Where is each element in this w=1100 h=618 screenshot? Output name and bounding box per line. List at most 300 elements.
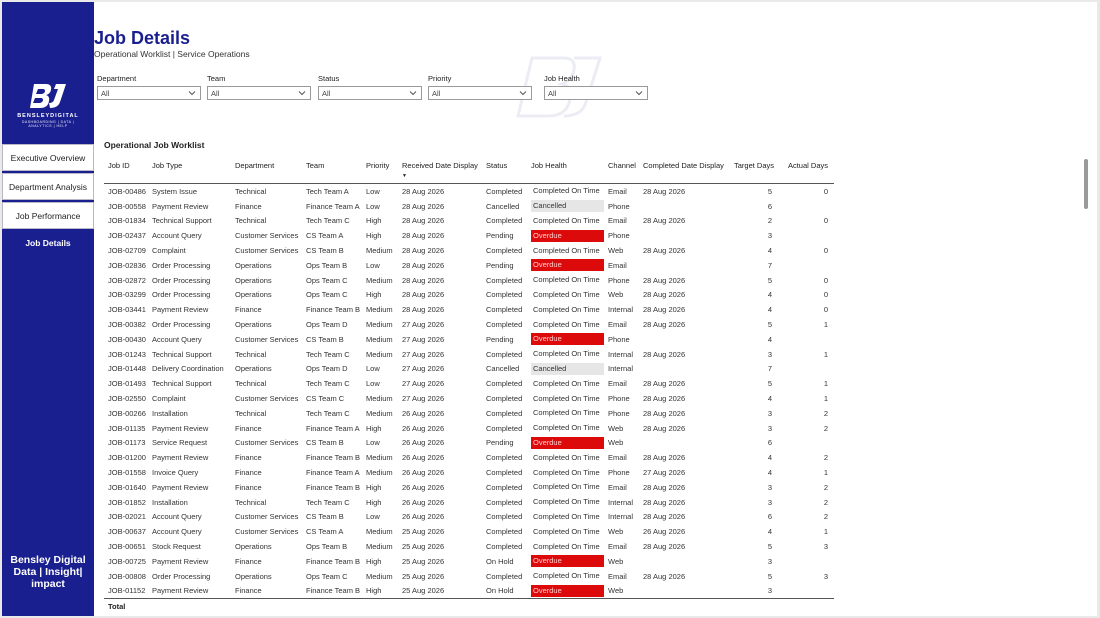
cell-job-type: Payment Review bbox=[152, 201, 209, 211]
sort-desc-icon: ▼ bbox=[402, 173, 407, 179]
col-header-priority[interactable]: Priority bbox=[362, 159, 398, 184]
cell-actual-days: 2 bbox=[823, 408, 828, 418]
cell-completed-date: 27 Aug 2026 bbox=[643, 468, 686, 478]
cell-actual-days bbox=[778, 258, 834, 273]
cell-job-id: JOB-00808 bbox=[108, 571, 146, 581]
cell-channel: Email bbox=[608, 542, 627, 552]
col-header-job-type[interactable]: Job Type bbox=[148, 159, 231, 184]
table-row[interactable] bbox=[104, 347, 834, 362]
cell-completed-date: 28 Aug 2026 bbox=[643, 571, 686, 581]
cell-channel: Email bbox=[608, 216, 627, 226]
job-health-badge: Completed On Time bbox=[533, 408, 600, 418]
chevron-down-icon bbox=[634, 88, 644, 98]
cell-job-id: JOB-01200 bbox=[108, 453, 146, 463]
cell-channel: Internal bbox=[608, 305, 634, 315]
cell-job-health bbox=[527, 450, 604, 465]
cell-priority: High bbox=[366, 216, 382, 226]
job-health-badge: Completed On Time bbox=[533, 186, 600, 196]
cell-job-health bbox=[527, 302, 604, 317]
col-header-actual-days[interactable]: Actual Days bbox=[778, 159, 834, 184]
cell-job-type: Order Processing bbox=[152, 571, 211, 581]
table-row[interactable] bbox=[104, 406, 834, 421]
cell-target-days: 3 bbox=[767, 349, 772, 359]
cell-department: Operations bbox=[235, 290, 272, 300]
cell-target-days: 4 bbox=[767, 453, 772, 463]
cell-received-date: 28 Aug 2026 bbox=[402, 275, 445, 285]
cell-department: Finance bbox=[235, 586, 262, 596]
table-row[interactable] bbox=[104, 288, 834, 303]
cell-team: CS Team B bbox=[306, 334, 344, 344]
slicer-department-dropdown[interactable] bbox=[97, 86, 201, 100]
col-header-department[interactable]: Department bbox=[231, 159, 302, 184]
cell-channel: Email bbox=[608, 260, 627, 270]
cell-status: Completed bbox=[486, 453, 523, 463]
col-header-channel[interactable]: Channel bbox=[604, 159, 639, 184]
job-health-badge: Completed On Time bbox=[533, 571, 600, 581]
cell-department: Technical bbox=[235, 408, 267, 418]
cell-status: Completed bbox=[486, 216, 523, 226]
job-health-badge: Completed On Time bbox=[533, 304, 600, 314]
cell-status: Completed bbox=[486, 497, 523, 507]
table-row[interactable] bbox=[104, 228, 834, 243]
cell-received-date: 28 Aug 2026 bbox=[402, 231, 445, 241]
cell-target-days: 3 bbox=[767, 482, 772, 492]
slicer-department-value: All bbox=[101, 88, 110, 98]
cell-channel: Phone bbox=[608, 408, 630, 418]
cell-status: Completed bbox=[486, 275, 523, 285]
cell-target-days: 4 bbox=[767, 468, 772, 478]
cell-actual-days bbox=[778, 332, 834, 347]
cell-actual-days: 3 bbox=[823, 571, 828, 581]
cell-received-date: 26 Aug 2026 bbox=[402, 423, 445, 433]
cell-team: Ops Team D bbox=[306, 364, 348, 374]
cell-completed-date: 28 Aug 2026 bbox=[643, 349, 686, 359]
cell-team: Tech Team C bbox=[306, 379, 350, 389]
cell-completed-date: 28 Aug 2026 bbox=[643, 497, 686, 507]
table-row[interactable] bbox=[104, 243, 834, 258]
cell-job-type: Payment Review bbox=[152, 423, 209, 433]
cell-actual-days bbox=[778, 228, 834, 243]
col-header-status[interactable]: Status bbox=[482, 159, 527, 184]
cell-team: Tech Team C bbox=[306, 349, 350, 359]
cell-completed-date: 28 Aug 2026 bbox=[643, 305, 686, 315]
cell-department: Customer Services bbox=[235, 527, 299, 537]
cell-status: Completed bbox=[486, 379, 523, 389]
cell-target-days: 4 bbox=[767, 334, 772, 344]
cell-completed-date bbox=[639, 362, 730, 377]
cell-channel: Email bbox=[608, 571, 627, 581]
cell-department: Customer Services bbox=[235, 512, 299, 522]
job-health-badge: Completed On Time bbox=[533, 289, 600, 299]
cell-priority: Medium bbox=[366, 468, 393, 478]
cell-job-type: System Issue bbox=[152, 186, 198, 196]
cell-target-days: 2 bbox=[767, 216, 772, 226]
brand-line-3: impact bbox=[31, 578, 65, 590]
cell-department: Customer Services bbox=[235, 438, 299, 448]
cell-department: Finance bbox=[235, 453, 262, 463]
cell-channel: Web bbox=[608, 246, 624, 256]
cell-target-days: 3 bbox=[767, 231, 772, 241]
cell-target-days: 5 bbox=[767, 379, 772, 389]
cell-job-type: Payment Review bbox=[152, 305, 209, 315]
cell-channel: Web bbox=[608, 290, 624, 300]
cell-completed-date: 28 Aug 2026 bbox=[643, 423, 686, 433]
cell-channel: Internal bbox=[608, 364, 634, 374]
job-worklist-table bbox=[104, 159, 834, 613]
table-row[interactable] bbox=[104, 391, 834, 406]
cell-completed-date bbox=[639, 554, 730, 569]
table-row[interactable] bbox=[104, 584, 834, 599]
table-row[interactable] bbox=[104, 317, 834, 332]
cell-completed-date bbox=[639, 584, 730, 599]
total-cell bbox=[527, 599, 604, 614]
table-row[interactable] bbox=[104, 510, 834, 525]
cell-actual-days bbox=[778, 362, 834, 377]
cell-job-health bbox=[527, 376, 604, 391]
cell-received-date: 27 Aug 2026 bbox=[402, 334, 445, 344]
cell-department: Operations bbox=[235, 542, 272, 552]
cell-channel: Phone bbox=[608, 334, 630, 344]
cell-priority: High bbox=[366, 497, 382, 507]
table-row[interactable] bbox=[104, 332, 834, 347]
cell-received-date: 25 Aug 2026 bbox=[402, 527, 445, 537]
job-health-badge: Overdue bbox=[531, 230, 604, 242]
cell-status: Completed bbox=[486, 394, 523, 404]
cell-completed-date: 28 Aug 2026 bbox=[643, 275, 686, 285]
cell-job-health bbox=[527, 569, 604, 584]
logo-name: BENSLEYDIGITAL bbox=[17, 113, 79, 119]
table-row[interactable] bbox=[104, 273, 834, 288]
job-health-badge: Completed On Time bbox=[533, 319, 600, 329]
cell-department: Operations bbox=[235, 275, 272, 285]
cell-target-days: 4 bbox=[767, 394, 772, 404]
cell-completed-date: 28 Aug 2026 bbox=[643, 320, 686, 330]
cell-target-days: 3 bbox=[767, 497, 772, 507]
cell-job-id: JOB-01243 bbox=[108, 349, 146, 359]
cell-completed-date: 28 Aug 2026 bbox=[643, 186, 686, 196]
cell-completed-date: 28 Aug 2026 bbox=[643, 246, 686, 256]
cell-received-date: 27 Aug 2026 bbox=[402, 379, 445, 389]
table-row[interactable] bbox=[104, 450, 834, 465]
table-row[interactable] bbox=[104, 436, 834, 451]
cell-status: Completed bbox=[486, 290, 523, 300]
cell-channel: Web bbox=[608, 556, 624, 566]
cell-completed-date: 28 Aug 2026 bbox=[643, 542, 686, 552]
cell-priority: Low bbox=[366, 186, 380, 196]
brand-footer bbox=[8, 554, 88, 590]
cell-job-health bbox=[527, 465, 604, 480]
cell-priority: Medium bbox=[366, 305, 393, 315]
table-row[interactable] bbox=[104, 214, 834, 229]
cell-job-id: JOB-00558 bbox=[108, 201, 146, 211]
cell-job-health bbox=[527, 539, 604, 554]
cell-received-date: 27 Aug 2026 bbox=[402, 364, 445, 374]
cell-completed-date: 28 Aug 2026 bbox=[643, 394, 686, 404]
cell-received-date: 28 Aug 2026 bbox=[402, 186, 445, 196]
cell-job-type: Technical Support bbox=[152, 379, 212, 389]
cell-status: Completed bbox=[486, 305, 523, 315]
cell-status: Completed bbox=[486, 468, 523, 478]
cell-job-type: Installation bbox=[152, 408, 188, 418]
cell-job-health bbox=[527, 347, 604, 362]
cell-job-type: Order Processing bbox=[152, 260, 211, 270]
cell-department: Operations bbox=[235, 364, 272, 374]
cell-department: Operations bbox=[235, 571, 272, 581]
cell-job-type: Delivery Coordination bbox=[152, 364, 224, 374]
table-row[interactable] bbox=[104, 480, 834, 495]
total-cell bbox=[302, 599, 362, 614]
cell-job-type: Order Processing bbox=[152, 320, 211, 330]
total-cell bbox=[730, 599, 778, 614]
cell-received-date: 25 Aug 2026 bbox=[402, 571, 445, 581]
cell-job-id: JOB-00430 bbox=[108, 334, 146, 344]
cell-job-type: Service Request bbox=[152, 438, 208, 448]
cell-status: Completed bbox=[486, 482, 523, 492]
cell-actual-days bbox=[778, 554, 834, 569]
job-health-badge: Completed On Time bbox=[533, 275, 600, 285]
cell-job-health bbox=[527, 436, 604, 451]
cell-received-date: 28 Aug 2026 bbox=[402, 305, 445, 315]
slicer-priority-value: All bbox=[432, 88, 441, 98]
cell-received-date: 26 Aug 2026 bbox=[402, 438, 445, 448]
cell-department: Customer Services bbox=[235, 246, 299, 256]
table-row[interactable] bbox=[104, 258, 834, 273]
slicer-team-label: Team bbox=[207, 74, 226, 83]
cell-priority: Low bbox=[366, 364, 380, 374]
cell-department: Technical bbox=[235, 379, 267, 389]
cell-priority: High bbox=[366, 231, 382, 241]
cell-completed-date: 28 Aug 2026 bbox=[643, 379, 686, 389]
cell-job-type: Account Query bbox=[152, 334, 202, 344]
job-health-badge: Completed On Time bbox=[533, 393, 600, 403]
table-row[interactable] bbox=[104, 376, 834, 391]
cell-received-date: 27 Aug 2026 bbox=[402, 320, 445, 330]
cell-priority: Low bbox=[366, 512, 380, 522]
cell-status: Completed bbox=[486, 542, 523, 552]
slicer-team-dropdown[interactable] bbox=[207, 86, 311, 100]
cell-target-days: 6 bbox=[767, 201, 772, 211]
cell-actual-days: 2 bbox=[823, 482, 828, 492]
table-row[interactable] bbox=[104, 184, 834, 199]
cell-job-id: JOB-01558 bbox=[108, 468, 146, 478]
cell-priority: Low bbox=[366, 438, 380, 448]
cell-department: Customer Services bbox=[235, 394, 299, 404]
cell-actual-days: 3 bbox=[823, 542, 828, 552]
cell-target-days: 4 bbox=[767, 305, 772, 315]
nav-job-details[interactable]: Job Details bbox=[25, 238, 71, 248]
cell-job-id: JOB-03299 bbox=[108, 290, 146, 300]
col-header-target-days[interactable]: Target Days bbox=[730, 159, 778, 184]
total-cell bbox=[604, 599, 639, 614]
cell-status: Cancelled bbox=[486, 364, 520, 374]
slicer-status-dropdown[interactable] bbox=[318, 86, 422, 100]
report-canvas bbox=[2, 2, 1097, 616]
cell-job-id: JOB-01152 bbox=[108, 586, 146, 596]
slicer-job-health-dropdown[interactable] bbox=[544, 86, 648, 100]
table-row[interactable] bbox=[104, 524, 834, 539]
company-logo bbox=[12, 80, 84, 128]
cell-actual-days: 0 bbox=[823, 186, 828, 196]
cell-received-date: 26 Aug 2026 bbox=[402, 468, 445, 478]
cell-job-type: Invoice Query bbox=[152, 468, 199, 478]
cell-job-id: JOB-01640 bbox=[108, 482, 146, 492]
total-cell bbox=[482, 599, 527, 614]
cell-job-id: JOB-02836 bbox=[108, 260, 146, 270]
cell-job-id: JOB-00266 bbox=[108, 408, 146, 418]
table-row[interactable] bbox=[104, 465, 834, 480]
col-header-team[interactable]: Team bbox=[302, 159, 362, 184]
col-header-job-health[interactable]: Job Health bbox=[527, 159, 604, 184]
cell-team: Tech Team C bbox=[306, 497, 350, 507]
cell-job-type: Order Processing bbox=[152, 290, 211, 300]
job-health-badge: Overdue bbox=[531, 555, 604, 567]
cell-channel: Web bbox=[608, 586, 624, 596]
slicer-job-health-value: All bbox=[548, 88, 557, 98]
cell-team: Finance Team A bbox=[306, 201, 360, 211]
cell-channel: Phone bbox=[608, 468, 630, 478]
cell-priority: Medium bbox=[366, 349, 393, 359]
cell-status: Cancelled bbox=[486, 201, 520, 211]
nav-executive-overview[interactable]: Executive Overview bbox=[2, 144, 94, 171]
cell-status: Completed bbox=[486, 349, 523, 359]
col-header-received-date[interactable] bbox=[398, 159, 482, 184]
cell-actual-days: 0 bbox=[823, 275, 828, 285]
cell-actual-days: 2 bbox=[823, 497, 828, 507]
cell-department: Customer Services bbox=[235, 231, 299, 241]
cell-priority: High bbox=[366, 482, 382, 492]
cell-job-health bbox=[527, 332, 604, 347]
total-cell bbox=[148, 599, 231, 614]
job-health-badge: Completed On Time bbox=[533, 245, 600, 255]
cell-target-days: 3 bbox=[767, 423, 772, 433]
cell-channel: Internal bbox=[608, 497, 634, 507]
cell-department: Finance bbox=[235, 201, 262, 211]
cell-priority: Medium bbox=[366, 334, 393, 344]
job-health-badge: Completed On Time bbox=[533, 541, 600, 551]
cell-team: Finance Team B bbox=[306, 453, 361, 463]
job-health-badge: Completed On Time bbox=[533, 215, 600, 225]
cell-actual-days: 1 bbox=[823, 379, 828, 389]
table-title: Operational Job Worklist bbox=[104, 140, 205, 150]
cell-job-type: Payment Review bbox=[152, 482, 209, 492]
job-health-badge: Overdue bbox=[531, 585, 604, 597]
col-header-job-id[interactable]: Job ID bbox=[104, 159, 148, 184]
cell-actual-days: 1 bbox=[823, 349, 828, 359]
table-row[interactable] bbox=[104, 362, 834, 377]
cell-channel: Phone bbox=[608, 201, 630, 211]
cell-job-type: Account Query bbox=[152, 231, 202, 241]
cell-status: Completed bbox=[486, 320, 523, 330]
cell-job-health bbox=[527, 258, 604, 273]
total-cell bbox=[231, 599, 302, 614]
cell-job-id: JOB-02709 bbox=[108, 246, 146, 256]
cell-status: Completed bbox=[486, 408, 523, 418]
cell-target-days: 6 bbox=[767, 438, 772, 448]
table-row[interactable] bbox=[104, 554, 834, 569]
cell-department: Operations bbox=[235, 320, 272, 330]
cell-actual-days: 1 bbox=[823, 468, 828, 478]
cell-job-id: JOB-00382 bbox=[108, 320, 146, 330]
cell-job-health bbox=[527, 184, 604, 199]
cell-channel: Email bbox=[608, 186, 627, 196]
job-health-badge: Completed On Time bbox=[533, 349, 600, 359]
nav-department-analysis[interactable]: Department Analysis bbox=[2, 173, 94, 200]
cell-received-date: 26 Aug 2026 bbox=[402, 408, 445, 418]
cell-status: Completed bbox=[486, 527, 523, 537]
table-header-row bbox=[104, 159, 834, 184]
table-scrollbar[interactable] bbox=[1084, 159, 1088, 209]
slicer-priority-dropdown[interactable] bbox=[428, 86, 532, 100]
cell-job-id: JOB-02021 bbox=[108, 512, 146, 522]
cell-completed-date: 26 Aug 2026 bbox=[643, 527, 686, 537]
cell-job-type: Complaint bbox=[152, 246, 186, 256]
cell-job-health bbox=[527, 510, 604, 525]
col-header-completed-date[interactable]: Completed Date Display bbox=[639, 159, 730, 184]
table-row[interactable] bbox=[104, 539, 834, 554]
cell-channel: Internal bbox=[608, 349, 634, 359]
nav-job-performance[interactable]: Job Performance bbox=[2, 202, 94, 229]
cell-actual-days: 2 bbox=[823, 453, 828, 463]
cell-status: Pending bbox=[486, 260, 514, 270]
cell-target-days: 4 bbox=[767, 527, 772, 537]
table-row[interactable] bbox=[104, 421, 834, 436]
cell-job-type: Payment Review bbox=[152, 586, 209, 596]
cell-priority: Medium bbox=[366, 453, 393, 463]
cell-job-id: JOB-00651 bbox=[108, 542, 146, 552]
cell-job-health bbox=[527, 362, 604, 377]
cell-channel: Internal bbox=[608, 512, 634, 522]
cell-priority: Medium bbox=[366, 246, 393, 256]
cell-received-date: 26 Aug 2026 bbox=[402, 482, 445, 492]
cell-department: Technical bbox=[235, 497, 267, 507]
cell-team: Finance Team B bbox=[306, 586, 361, 596]
cell-channel: Email bbox=[608, 320, 627, 330]
cell-job-id: JOB-02550 bbox=[108, 394, 146, 404]
cell-job-id: JOB-01834 bbox=[108, 216, 146, 226]
cell-channel: Email bbox=[608, 482, 627, 492]
cell-team: Finance Team B bbox=[306, 556, 361, 566]
cell-channel: Email bbox=[608, 379, 627, 389]
cell-completed-date bbox=[639, 332, 730, 347]
cell-job-type: Payment Review bbox=[152, 556, 209, 566]
cell-status: Pending bbox=[486, 438, 514, 448]
cell-priority: Medium bbox=[366, 275, 393, 285]
cell-actual-days: 1 bbox=[823, 394, 828, 404]
cell-job-id: JOB-00637 bbox=[108, 527, 146, 537]
cell-actual-days: 0 bbox=[823, 290, 828, 300]
cell-team: Ops Team D bbox=[306, 320, 348, 330]
brand-line-2: Data | Insight| bbox=[13, 566, 83, 578]
table-body bbox=[104, 184, 834, 614]
cell-department: Finance bbox=[235, 423, 262, 433]
slicer-department bbox=[97, 74, 201, 100]
cell-department: Technical bbox=[235, 216, 267, 226]
table-row[interactable] bbox=[104, 199, 834, 214]
cell-team: CS Team C bbox=[306, 394, 345, 404]
cell-completed-date: 28 Aug 2026 bbox=[643, 453, 686, 463]
cell-status: Pending bbox=[486, 231, 514, 241]
cell-job-health bbox=[527, 524, 604, 539]
cell-received-date: 28 Aug 2026 bbox=[402, 201, 445, 211]
cell-department: Operations bbox=[235, 260, 272, 270]
cell-completed-date bbox=[639, 199, 730, 214]
table-row[interactable] bbox=[104, 302, 834, 317]
table-row[interactable] bbox=[104, 495, 834, 510]
table-row[interactable] bbox=[104, 569, 834, 584]
cell-priority: Low bbox=[366, 201, 380, 211]
job-health-badge: Cancelled bbox=[531, 200, 604, 212]
job-health-badge: Completed On Time bbox=[533, 497, 600, 507]
